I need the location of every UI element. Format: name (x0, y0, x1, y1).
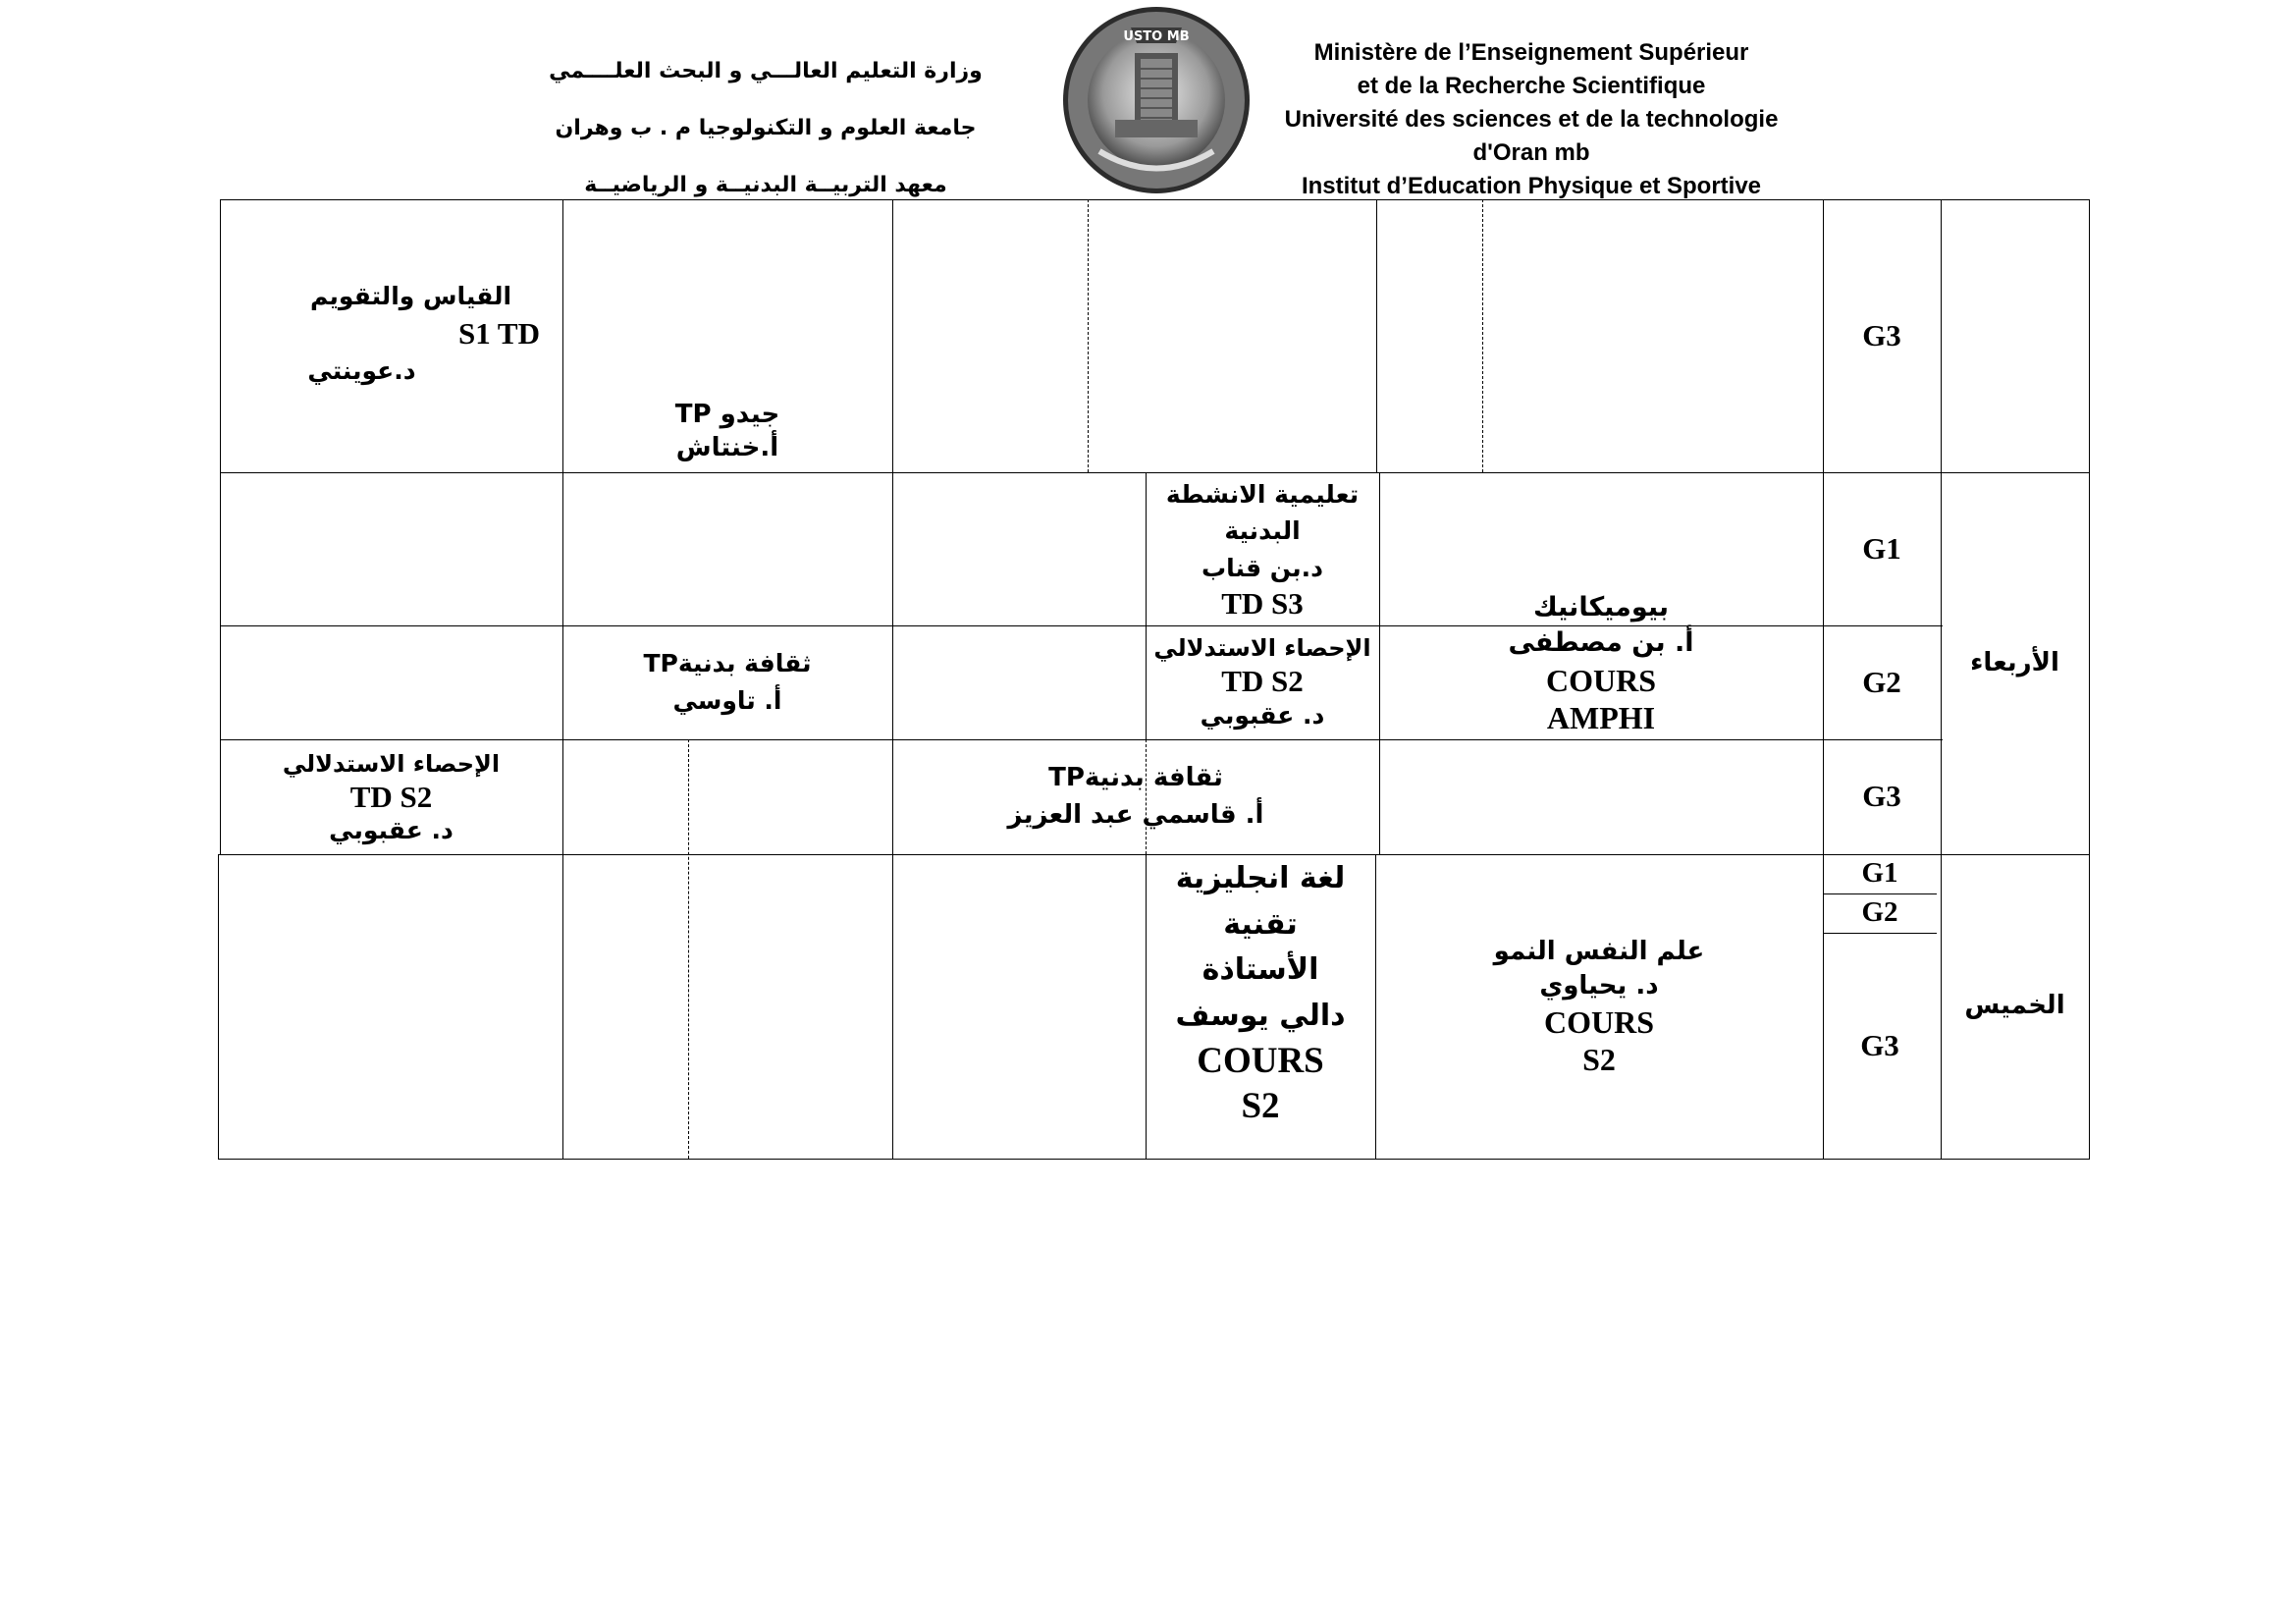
group-label: G3 (1862, 779, 1901, 814)
grid-line (892, 199, 893, 1159)
session-statistique (220, 741, 562, 854)
session-judo (562, 393, 892, 471)
group-label: G2 (1861, 896, 1898, 929)
session-mesure-evaluation (220, 265, 562, 403)
session-statistique (1146, 625, 1379, 739)
grid-dashed-line (688, 739, 689, 1159)
session-level: S2 (1582, 1042, 1616, 1078)
course-title: البدنية (1224, 516, 1301, 546)
grid-line (1376, 199, 1377, 472)
header-arabic-line: جامعة العلوم و التكنولوجيا م . ب وهران (555, 116, 977, 140)
session-room: AMPHI (1546, 699, 1656, 735)
course-title: علم النفس النمو (1493, 936, 1705, 966)
course-title: جيدو TP (674, 400, 780, 430)
group-label: G2 (1862, 664, 1901, 699)
header-french-line: Ministère de l’Enseignement Supérieur (1313, 39, 1749, 66)
header-french-line: d'Oran mb (1472, 139, 1590, 166)
header-arabic-line: معهد التربيــة البدنيــة و الرياضيــة (584, 173, 947, 197)
session-level: S2 (1241, 1086, 1280, 1127)
course-title: تعليمية الانشطة (1165, 479, 1360, 509)
teacher-name: د.بن قناب (1201, 553, 1323, 582)
course-title: تقنية (1223, 906, 1298, 942)
teacher-name: أ. تاوسي (672, 685, 782, 715)
teacher-name: د. يحياوي (1539, 970, 1659, 1001)
course-title: بيوميكانيك (1533, 591, 1669, 623)
session-didactique (1146, 472, 1379, 625)
session-type: COURS (1197, 1041, 1324, 1081)
teacher-name: دالي يوسف (1175, 998, 1346, 1033)
grid-line (220, 199, 2090, 200)
course-title: لغة انجليزية (1175, 861, 1346, 895)
day-label: الخميس (1964, 991, 2065, 1021)
group-label: G3 (1860, 1027, 1899, 1062)
header-french-line: Université des sciences et de la technologie (1284, 106, 1779, 133)
header-arabic-line: وزارة التعليم العالـــي و البحث العلــــمي (549, 59, 983, 83)
grid-line (2089, 199, 2090, 1159)
grid-dashed-line (1088, 199, 1089, 472)
teacher-name: أ. قاسمي عبد العزيز (1007, 799, 1264, 830)
grid-line (218, 1159, 2090, 1160)
session-psychologie (1375, 923, 1823, 1090)
course-title: ثقافة بدنيةTP (1048, 762, 1223, 792)
teacher-name: د.عوينتي (307, 355, 416, 385)
session-type: TD S2 (349, 779, 433, 814)
header-french-line: et de la Recherche Scientifique (1357, 73, 1706, 99)
course-title: ثقافة بدنيةTP (643, 649, 812, 677)
teacher-title: الأستاذة (1201, 952, 1319, 987)
teacher-name: د. عقبوبي (329, 815, 454, 844)
group-label: G3 (1862, 317, 1901, 352)
session-biomecanique (1379, 472, 1823, 854)
course-title: الإحصاء الاستدلالي (282, 750, 501, 779)
course-title: الإحصاء الاستدلالي (1153, 633, 1371, 662)
group-label: G1 (1862, 530, 1901, 566)
logo-text: USTO MB (1123, 29, 1190, 44)
day-label: الأربعاء (1970, 647, 2059, 677)
session-type: COURS (1543, 1003, 1654, 1040)
session-type: TD S3 (1221, 586, 1304, 622)
teacher-name: أ. بن مصطفى (1508, 627, 1694, 659)
session-anglais-technique (1146, 854, 1375, 1129)
session-type: S1 TD (458, 316, 540, 352)
session-culture-physique (892, 739, 1379, 854)
session-type: TD S2 (1221, 664, 1304, 699)
teacher-name: أ.خنتاش (675, 433, 779, 462)
grid-line (218, 854, 219, 1159)
course-title: القياس والتقويم (309, 282, 512, 311)
group-label: G1 (1861, 857, 1898, 890)
session-type: COURS (1545, 662, 1656, 698)
header-french-line: Institut d’Education Physique et Sportive (1301, 173, 1762, 199)
grid-dashed-line (1482, 199, 1483, 472)
session-culture-physique (562, 625, 892, 739)
university-logo (1060, 4, 1253, 196)
teacher-name: د. عقبوبي (1200, 701, 1325, 731)
